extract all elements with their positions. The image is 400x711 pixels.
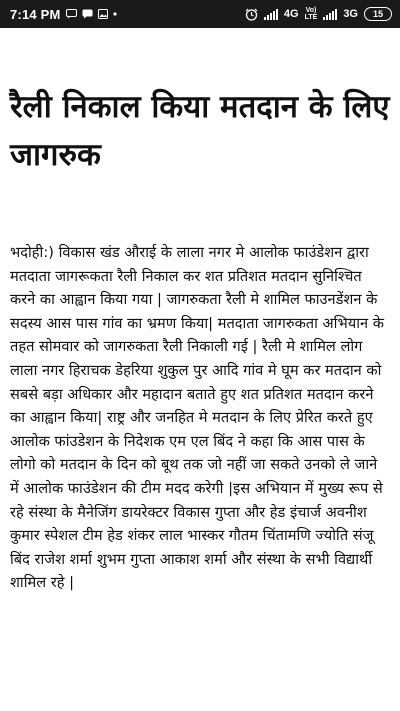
status-bar: [0, 0, 400, 28]
article: [0, 28, 400, 595]
article-body: भदोही:) विकास खंड औराई के लाला नगर मे आलोक फाउंडेशन द्वारा मतदाता जागरूकता रैली निकाल कर शत प्रतिशत मतदान सुनिश्चित करने का आह्वान किया गया | जागरुकता रैली मे शामिल फाउनडेंशन के सदस्य आस पास गांव का भ्रमण किया| मतदाता जागरुकता अभियान के तहत सोमवार को जागरुकता रैली निकाली गई | रैली मे शामिल लोग लाला नगर हिराचक डेहरिया शुकुल पुर आदि गांव मे घूम कर मतदान को सबसे बड़ा अधिकार और महादान बताते हुए शत प्रतिशत मतदान करने का आह्वान किया| राष्ट्र और जनहित मे मतदान के लिए प्रेरित करते हुए आलोक फांउडेशन के निदेशक एम एल बिंद ने कहा कि आस पास के लोगो को मतदान के दिन को बूथ तक जो नहीं जा सकते उनको ले जाने में आलोक फाउंडेशन की टीम मदद करेगी |इस अभियान में मुख्य रूप से रहे संस्था के मैनेजिंग डायरेक्टर विकास गुप्ता और हेड इंचार्ज अवनीश कुमार स्पेशल टीम हेड शंकर लाल भास्कर गौतम चिंतामणि ज्योति संजू बिंद राजेश शर्मा शुभम गुप्ता आकाश शर्मा और संस्था के सभी विद्यार्थी शामिल रहे |: [10, 244, 384, 592]
status-left: [10, 7, 117, 22]
image-notification-icon: [98, 9, 108, 19]
battery-icon: [364, 7, 392, 21]
volte-top-label: Vo): [305, 7, 317, 14]
message-notification-icon: [82, 9, 93, 19]
volte-icon: [305, 7, 318, 21]
message-notification-icon: [66, 9, 77, 19]
network-type-label: 3G: [343, 8, 358, 20]
status-right: [245, 7, 392, 21]
clock: 7:14 PM: [10, 6, 61, 22]
battery-level: 15: [372, 9, 383, 19]
network-type-label: 4G: [283, 8, 299, 20]
alarm-icon: [245, 8, 258, 21]
signal-strength-icon: [264, 9, 278, 20]
signal-strength-icon: [323, 9, 337, 20]
volte-bottom-label: LTE: [304, 14, 318, 21]
more-notifications-icon: [113, 12, 117, 16]
article-headline: रैली निकाल किया मतदान के लिए जागरुक: [10, 89, 390, 173]
